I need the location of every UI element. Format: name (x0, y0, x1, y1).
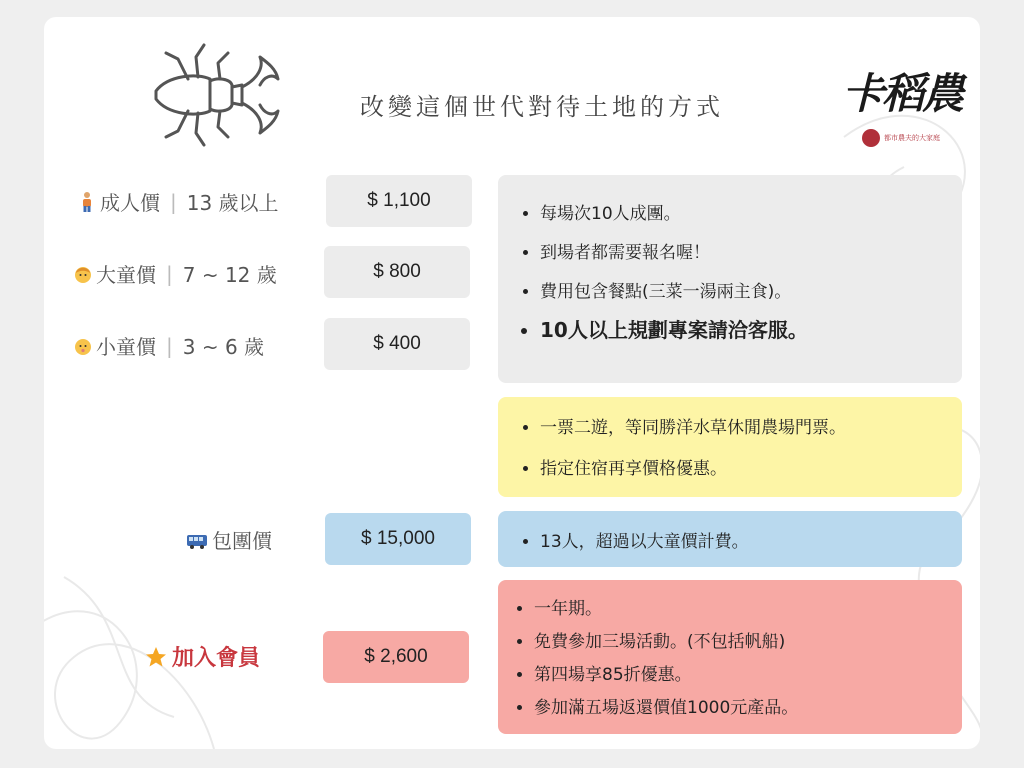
ticket-label-child (74, 259, 277, 288)
ticket-range: 3 ~ 6 歲 (182, 335, 265, 359)
price-member: $ 2,600 (323, 631, 469, 683)
notes-bonus-panel (498, 397, 962, 497)
logo-stamp-icon (862, 129, 880, 147)
notes-member-panel (498, 580, 962, 734)
list-item: • 指定住宿再享價格優惠。 (540, 454, 962, 479)
notes-general-panel (498, 175, 962, 383)
price-group: $ 15,000 (325, 513, 471, 565)
bus-icon (186, 529, 208, 551)
list-item: • 每場次10人成團。 (540, 199, 962, 224)
list-item: • 第四場享85折優惠。 (534, 660, 962, 685)
adult-person-icon (78, 191, 96, 213)
ticket-name: 大童價 (96, 263, 156, 287)
ticket-range: 13 歲以上 (186, 191, 279, 215)
price-adult: $ 1,100 (326, 175, 472, 227)
list-item: • 參加滿五場返還價值1000元產品。 (534, 693, 962, 718)
price-child: $ 800 (324, 246, 470, 298)
list-item: • 到場者都需要報名喔！ (540, 238, 962, 263)
list-item: • 10人以上規劃專案請洽客服。 (540, 314, 962, 343)
divider: | (166, 333, 173, 358)
price-card (44, 17, 980, 749)
notes-group-panel (498, 511, 962, 567)
list-item: • 13人，超過以大童價計費。 (540, 527, 962, 552)
group-label (186, 525, 272, 554)
list-item: • 一票二遊，等同勝洋水草休閒農場門票。 (540, 413, 962, 438)
ticket-range: 7 ~ 12 歲 (182, 263, 277, 287)
member-label (144, 641, 260, 672)
ticket-name: 小童價 (96, 335, 156, 359)
brand-logo (842, 61, 972, 151)
stag-beetle-icon (148, 39, 288, 151)
price-toddler: $ 400 (324, 318, 470, 370)
ticket-label-adult (78, 187, 279, 216)
divider: | (166, 261, 173, 286)
member-name: 加入會員 (172, 646, 261, 671)
divider: | (170, 189, 177, 214)
star-icon (144, 645, 168, 669)
ticket-name: 成人價 (100, 191, 160, 215)
logo-text: 卡稻農 (842, 69, 963, 118)
slogan: 改變這個世代對待土地的方式 (360, 93, 724, 121)
child-face-icon (74, 263, 92, 285)
logo-tagline: 都市農夫的大家庭 (884, 134, 940, 142)
list-item: • 免費參加三場活動。(不包括帆船) (534, 627, 962, 652)
ticket-label-toddler (74, 331, 264, 360)
baby-face-icon (74, 335, 92, 357)
list-item: • 費用包含餐點(三菜一湯兩主食)。 (540, 277, 962, 302)
list-item: • 一年期。 (534, 594, 962, 619)
group-name: 包團價 (212, 529, 272, 553)
